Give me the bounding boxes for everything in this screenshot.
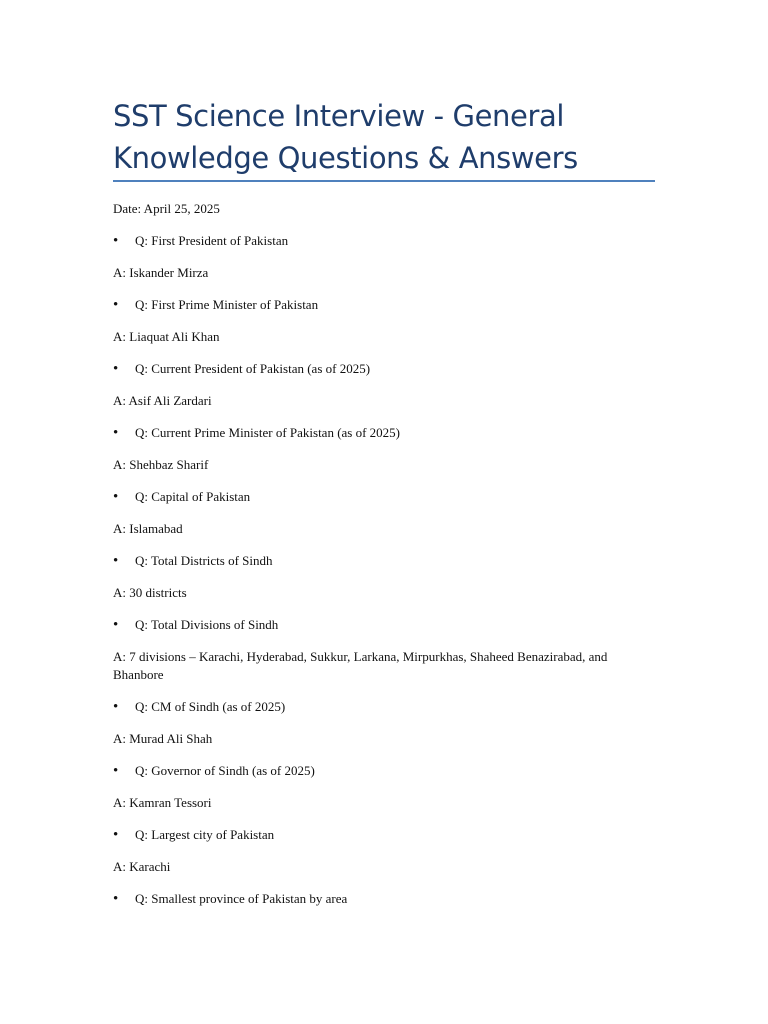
question-text: Q: First Prime Minister of Pakistan — [135, 297, 319, 312]
question-text: Q: Current Prime Minister of Pakistan (as of 2025) — [135, 425, 401, 440]
question-item — [113, 762, 658, 780]
question-item — [113, 826, 658, 844]
question-item — [113, 424, 658, 442]
bullet-icon: • — [113, 489, 119, 505]
answer-text: A: 30 districts — [113, 585, 187, 600]
question-item — [113, 616, 658, 634]
question-item — [113, 232, 658, 250]
document-body — [113, 200, 658, 922]
bullet-icon: • — [113, 617, 119, 633]
question-text: Q: Total Divisions of Sindh — [135, 617, 279, 632]
question-text: Q: Capital of Pakistan — [135, 489, 251, 504]
question-item — [113, 890, 658, 908]
question-item — [113, 296, 658, 314]
question-text: Q: Smallest province of Pakistan by area — [135, 891, 348, 906]
question-item — [113, 698, 658, 716]
bullet-icon: • — [113, 699, 119, 715]
bullet-icon: • — [113, 891, 119, 907]
answer-text: A: Islamabad — [113, 521, 183, 536]
bullet-icon: • — [113, 553, 119, 569]
answer-text: A: Karachi — [113, 859, 171, 874]
answer-text: A: Asif Ali Zardari — [113, 393, 212, 408]
question-text: Q: Total Districts of Sindh — [135, 553, 273, 568]
question-text: Q: CM of Sindh (as of 2025) — [135, 699, 286, 714]
answer-text: A: Shehbaz Sharif — [113, 457, 209, 472]
answer-text: A: 7 divisions – Karachi, Hyderabad, Sukkur, Larkana, Mirpurkhas, Shaheed Benazirabad, and Bhanbore — [113, 649, 608, 682]
title-underline — [113, 180, 655, 182]
answer-text: A: Kamran Tessori — [113, 795, 212, 810]
question-item — [113, 488, 658, 506]
bullet-icon: • — [113, 763, 119, 779]
bullet-icon: • — [113, 361, 119, 377]
answer-text: A: Iskander Mirza — [113, 265, 209, 280]
document-date: Date: April 25, 2025 — [113, 201, 220, 216]
bullet-icon: • — [113, 425, 119, 441]
question-text: Q: Governor of Sindh (as of 2025) — [135, 763, 315, 778]
bullet-icon: • — [113, 233, 119, 249]
question-text: Q: First President of Pakistan — [135, 233, 289, 248]
answer-text: A: Liaquat Ali Khan — [113, 329, 220, 344]
document-title: SST Science Interview - General Knowledge Questions & Answers — [113, 99, 578, 175]
question-text: Q: Current President of Pakistan (as of 2025) — [135, 361, 371, 376]
answer-text: A: Murad Ali Shah — [113, 731, 213, 746]
question-item — [113, 360, 658, 378]
qa-list — [113, 232, 658, 908]
question-text: Q: Largest city of Pakistan — [135, 827, 275, 842]
bullet-icon: • — [113, 297, 119, 313]
bullet-icon: • — [113, 827, 119, 843]
question-item — [113, 552, 658, 570]
